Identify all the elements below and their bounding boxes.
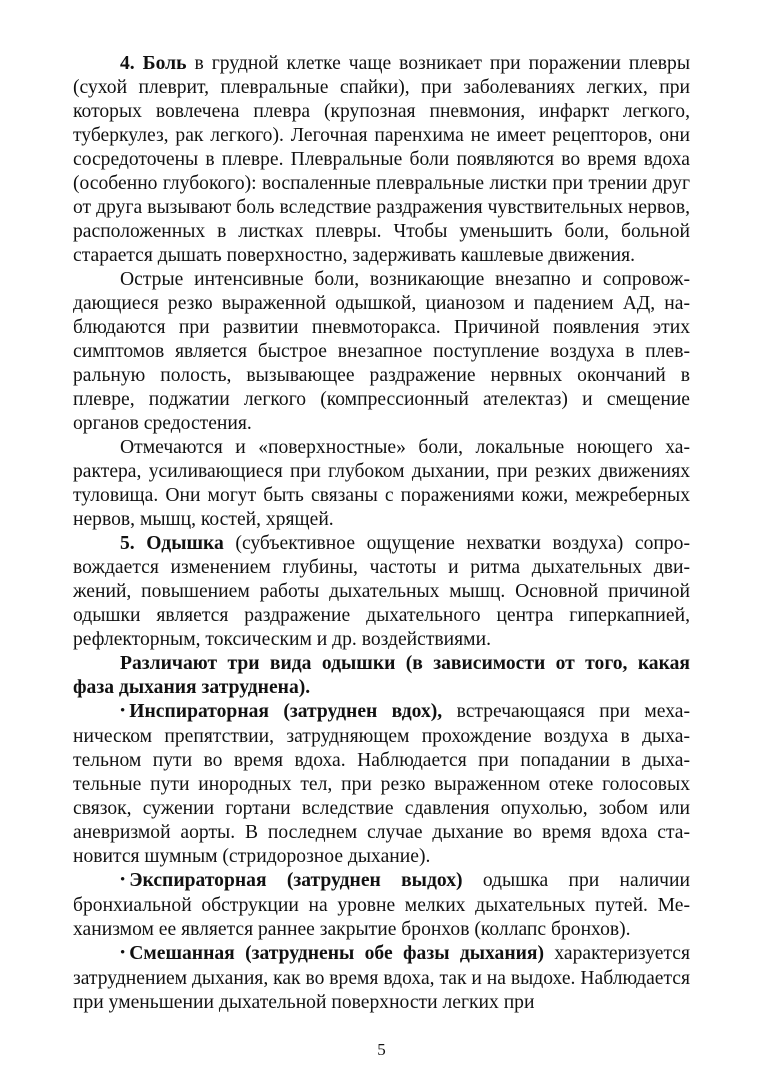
bullet-icon: •: [120, 872, 126, 888]
paragraph-bold-text: Различают три вида одышки (в зависимости от того, какая фаза дыхания затруднена).: [73, 653, 690, 698]
list-item-heading: Экспираторная (затруднен выдох): [129, 870, 463, 891]
paragraph-text: характеризуется затруднением дыхания, как во время вдоха, так и на выдохе. Наблюдается при уменьшении дыхательной поверхности легких при: [73, 943, 690, 1013]
paragraph-text: одышка при наличии бронхиальной обструкции на уровне мелких дыхательных путей. Механизмом ее является раннее закрытие бронхов (коллапс бронхов).: [73, 870, 691, 940]
list-item-heading: Инспираторная (затруднен вдох),: [129, 701, 443, 722]
paragraph-text: Острые интенсивные боли, возникающие внезапно и сопровождающиеся резко выраженной одышкой, цианозом и падением АД, наблюдаются при развитии пневмоторакса. Причиной появления этих симптомов является быстрое внезапное поступление воздуха в плевральную полость, вызывающее раздражение нервных окончаний в плевре, поджатии легкого (компрессионный ателектаз) и смещение органов средостения.: [73, 269, 690, 434]
bullet-icon: •: [120, 945, 126, 961]
paragraph-dyspnea: [73, 532, 690, 652]
paragraph-heading-pain: 4. Боль: [120, 53, 187, 74]
paragraph-surface-pain: [73, 436, 690, 532]
bullet-icon: •: [120, 703, 126, 719]
page-number: 5: [377, 1040, 386, 1059]
list-item-inspiratory: [73, 700, 690, 869]
paragraph-heading-dyspnea: 5. Одышка: [120, 533, 224, 554]
paragraph-text: в грудной клетке чаще возникает при поражении плевры (сухой плеврит, плевральные спайки), при заболеваниях легких, при которых вовлечена плевра (крупозная пневмония, инфаркт легкого, туберкулез, рак легкого). Легочная паренхима не имеет рецепторов, они сосредоточены в плевре. Плевральные боли появляются во время вдоха (особенно глубокого): воспаленные плевральные листки при трении друг от друга вызывают боль вследствие раздражения чувствительных нервов, расположенных в листках плевры. Чтобы уменьшить боли, больной старается дышать поверхностно, задерживать кашлевые движения.: [73, 53, 690, 266]
paragraph-dyspnea-types: [73, 652, 690, 700]
paragraph-text: Отмечаются и «поверхностные» боли, локальные ноющего характера, усиливающиеся при глубоком дыхании, при резких движениях туловища. Они могут быть связаны с поражениями кожи, межреберных нервов, мышц, костей, хрящей.: [73, 437, 690, 530]
list-item-expiratory: [73, 869, 690, 942]
paragraph-pain: [73, 52, 690, 268]
list-item-mixed: [73, 942, 690, 1015]
paragraph-acute-pain: [73, 268, 690, 436]
paragraph-text: встречающаяся при механическом препятствии, затрудняющем прохождение воздуха в дыхательном пути во время вдоха. Наблюдается при попадании в дыхательные пути инородных тел, при резко выраженном отеке голосовых связок, сужении гортани вследствие сдавления опухолью, зобом или аневризмой аорты. В последнем случае дыхание во время вдоха становится шумным (стридорозное дыхание).: [73, 701, 690, 867]
document-body: [73, 52, 690, 1015]
paragraph-text: (субъективное ощущение нехватки воздуха) сопровождается изменением глубины, частоты и ритма дыхательных движений, повышением работы дыхательных мышц. Основной причиной одышки является раздражение дыхательного центра гиперкапнией, рефлекторным, токсическим и др. воздействиями.: [73, 533, 690, 650]
list-item-heading: Смешанная (затруднены обе фазы дыхания): [129, 943, 545, 964]
